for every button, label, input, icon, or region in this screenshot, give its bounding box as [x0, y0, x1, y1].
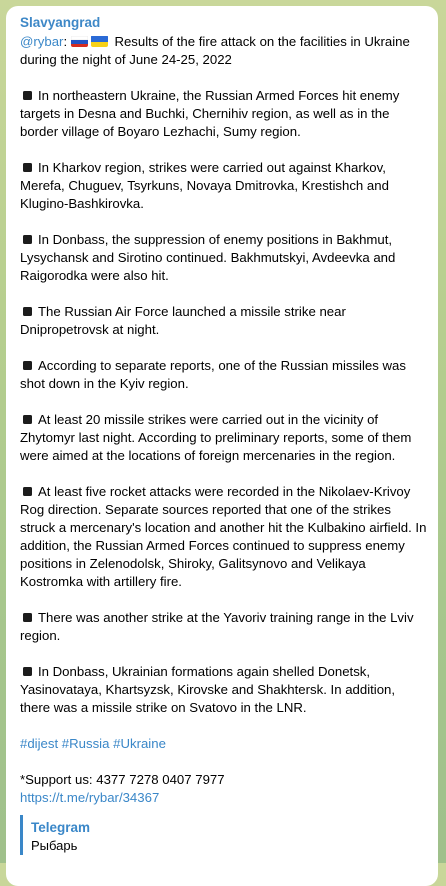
paragraph: At least five rocket attacks were recorded in the Nikolaev-Krivoy Rog direction. Separate sources reported that one of the strikes struck a mercenary's location and another hit the Kulbakino airfield. In addition, the Russian Armed Forces continued to suppress enemy positions in Zelenodolsk, Shiroky, Galitsynovo and Velikaya Kostromka with artillery fire.	[20, 484, 427, 589]
black-square-icon	[23, 163, 32, 172]
intro-separator: :	[63, 34, 71, 49]
channel-name[interactable]: Slavyangrad	[20, 15, 101, 30]
black-square-icon	[23, 307, 32, 316]
paragraph: According to separate reports, one of the Russian missiles was shot down in the Kyiv region.	[20, 358, 406, 391]
mention-link[interactable]: @rybar	[20, 34, 64, 49]
black-square-icon	[23, 415, 32, 424]
paragraph: The Russian Air Force launched a missile strike near Dnipropetrovsk at night.	[20, 304, 346, 337]
preview-title: Telegram	[31, 820, 91, 835]
support-link[interactable]: https://t.me/rybar/34367	[20, 790, 160, 805]
black-square-icon	[23, 91, 32, 100]
message-bubble	[6, 6, 438, 886]
hashtag-link[interactable]: #Ukraine	[113, 736, 166, 751]
post-intro	[20, 33, 428, 69]
black-square-icon	[23, 613, 32, 622]
hashtags	[20, 735, 428, 753]
black-square-icon	[23, 235, 32, 244]
link-preview[interactable]	[20, 815, 428, 855]
black-square-icon	[23, 487, 32, 496]
russia-flag-icon	[71, 35, 88, 47]
post-title: Results of the fire attack on the facilities in Ukraine during the night of June 24-25, 2022	[20, 34, 410, 67]
paragraph: In Kharkov region, strikes were carried out against Kharkov, Merefa, Chuguev, Tsyrkuns, Novaya Dmitrovka, Krestishch and Klugino-Bashkirovka.	[20, 160, 389, 211]
ukraine-flag-icon	[91, 35, 108, 47]
hashtag-link[interactable]: #Russia	[61, 736, 110, 751]
black-square-icon	[23, 361, 32, 370]
paragraph: In Donbass, Ukrainian formations again shelled Donetsk, Yasinovataya, Khartsyzsk, Kirovske and Shakhtersk. In addition, there was a missile strike on Svatovo in the LNR.	[20, 664, 396, 715]
paragraph: At least 20 missile strikes were carried out in the vicinity of Zhytomyr last night. According to preliminary reports, some of them were aimed at the locations of foreign mercenaries in the region.	[20, 412, 412, 463]
preview-subtitle: Рыбарь	[31, 838, 78, 853]
support-text: *Support us: 4377 7278 0407 7977	[20, 772, 225, 787]
paragraph: In northeastern Ukraine, the Russian Armed Forces hit enemy targets in Desna and Buchki, Chernihiv region, as well as in the border village of Boyaro Lezhachi, Sumy region.	[20, 88, 400, 139]
black-square-icon	[23, 667, 32, 676]
paragraph: In Donbass, the suppression of enemy positions in Bakhmut, Lysychansk and Sirotino continued. Bakhmutskyi, Avdeevka and Raigorodka were also hit.	[20, 232, 396, 283]
paragraph: There was another strike at the Yavoriv training range in the Lviv region.	[20, 610, 414, 643]
hashtag-link[interactable]: #dijest	[20, 736, 59, 751]
